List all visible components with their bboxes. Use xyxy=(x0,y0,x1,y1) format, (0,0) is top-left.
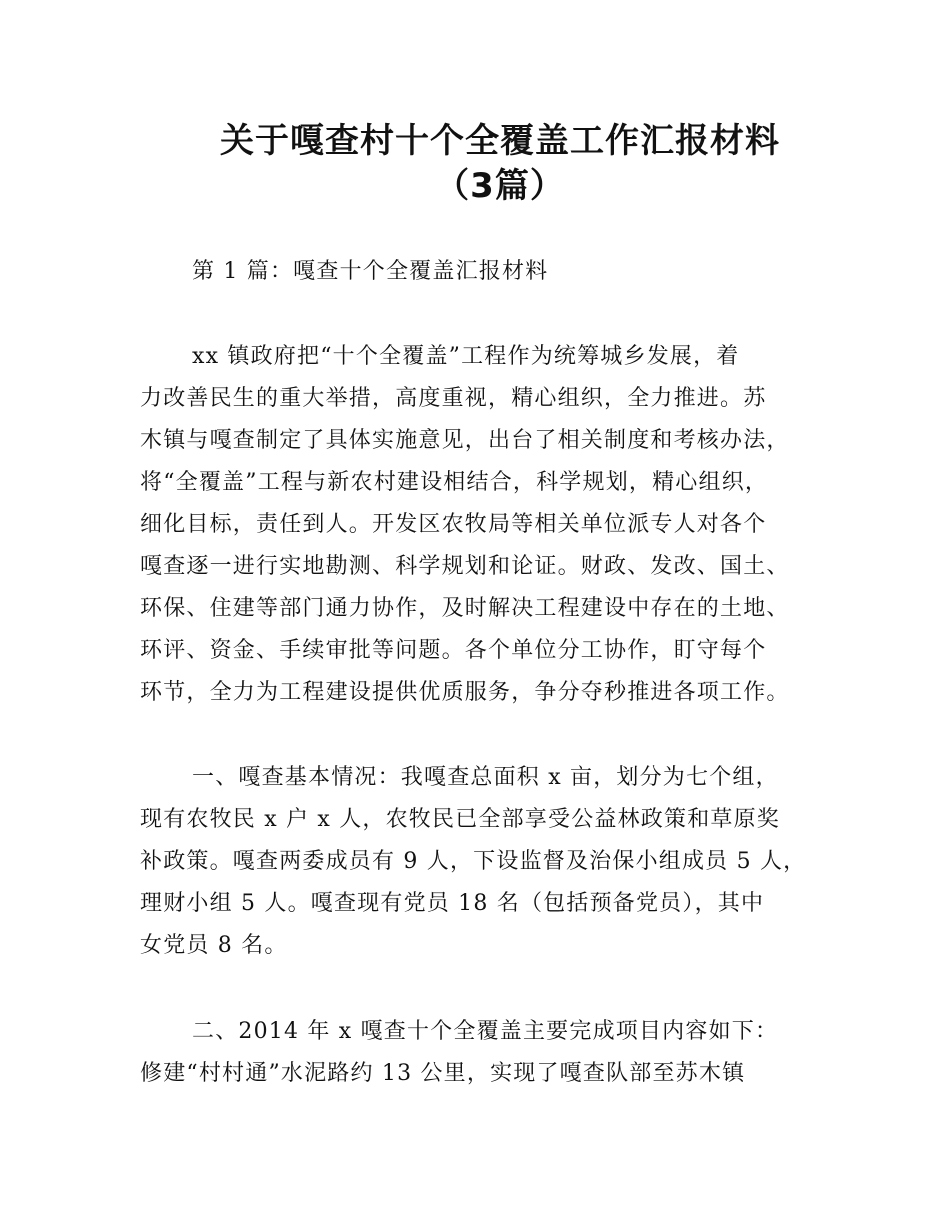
paragraph-line: 力改善民生的重大举措，高度重视，精心组织，全力推进。苏 xyxy=(140,386,767,411)
document-title-line2: （3篇） xyxy=(435,166,565,206)
paragraph-line: 嘎查逐一进行实地勘测、科学规划和论证。财政、发改、国土、 xyxy=(140,554,790,579)
paragraph-line: 现有农牧民 x 户 x 人，农牧民已全部享受公益林政策和草原奖 xyxy=(140,807,780,832)
paragraph-line: 补政策。嘎查两委成员有 9 人，下设监督及治保小组成员 5 人， xyxy=(140,849,807,874)
paragraph-line: 将“全覆盖”工程与新农村建设相结合，科学规划，精心组织， xyxy=(140,470,769,495)
paragraph-line: 理财小组 5 人。嘎查现有党员 18 名（包括预备党员），其中 xyxy=(140,891,765,916)
paragraph-line: 修建“村村通”水泥路约 13 公里，实现了嘎查队部至苏木镇 xyxy=(140,1061,746,1086)
section-heading: 第 1 篇：嘎查十个全覆盖汇报材料 xyxy=(192,259,549,284)
paragraph-line: 二、2014 年 x 嘎查十个全覆盖主要完成项目内容如下： xyxy=(192,1019,779,1044)
paragraph-line: 环保、住建等部门通力协作，及时解决工程建设中存在的土地、 xyxy=(140,596,790,621)
paragraph-line: 细化目标，责任到人。开发区农牧局等相关单位派专人对各个 xyxy=(140,512,767,537)
paragraph-line: 环评、资金、手续审批等问题。各个单位分工协作，盯守每个 xyxy=(140,638,767,663)
paragraph-line: xx 镇政府把“十个全覆盖”工程作为统筹城乡发展，着 xyxy=(192,344,740,369)
paragraph-line: 环节，全力为工程建设提供优质服务，争分夺秒推进各项工作。 xyxy=(140,680,790,705)
paragraph-line: 女党员 8 名。 xyxy=(140,933,288,958)
paragraph-line: 木镇与嘎查制定了具体实施意见，出台了相关制度和考核办法， xyxy=(140,428,790,453)
document-title-line1: 关于嘎查村十个全覆盖工作汇报材料 xyxy=(220,121,780,161)
paragraph-line: 一、嘎查基本情况：我嘎查总面积 x 亩，划分为七个组， xyxy=(192,765,779,790)
